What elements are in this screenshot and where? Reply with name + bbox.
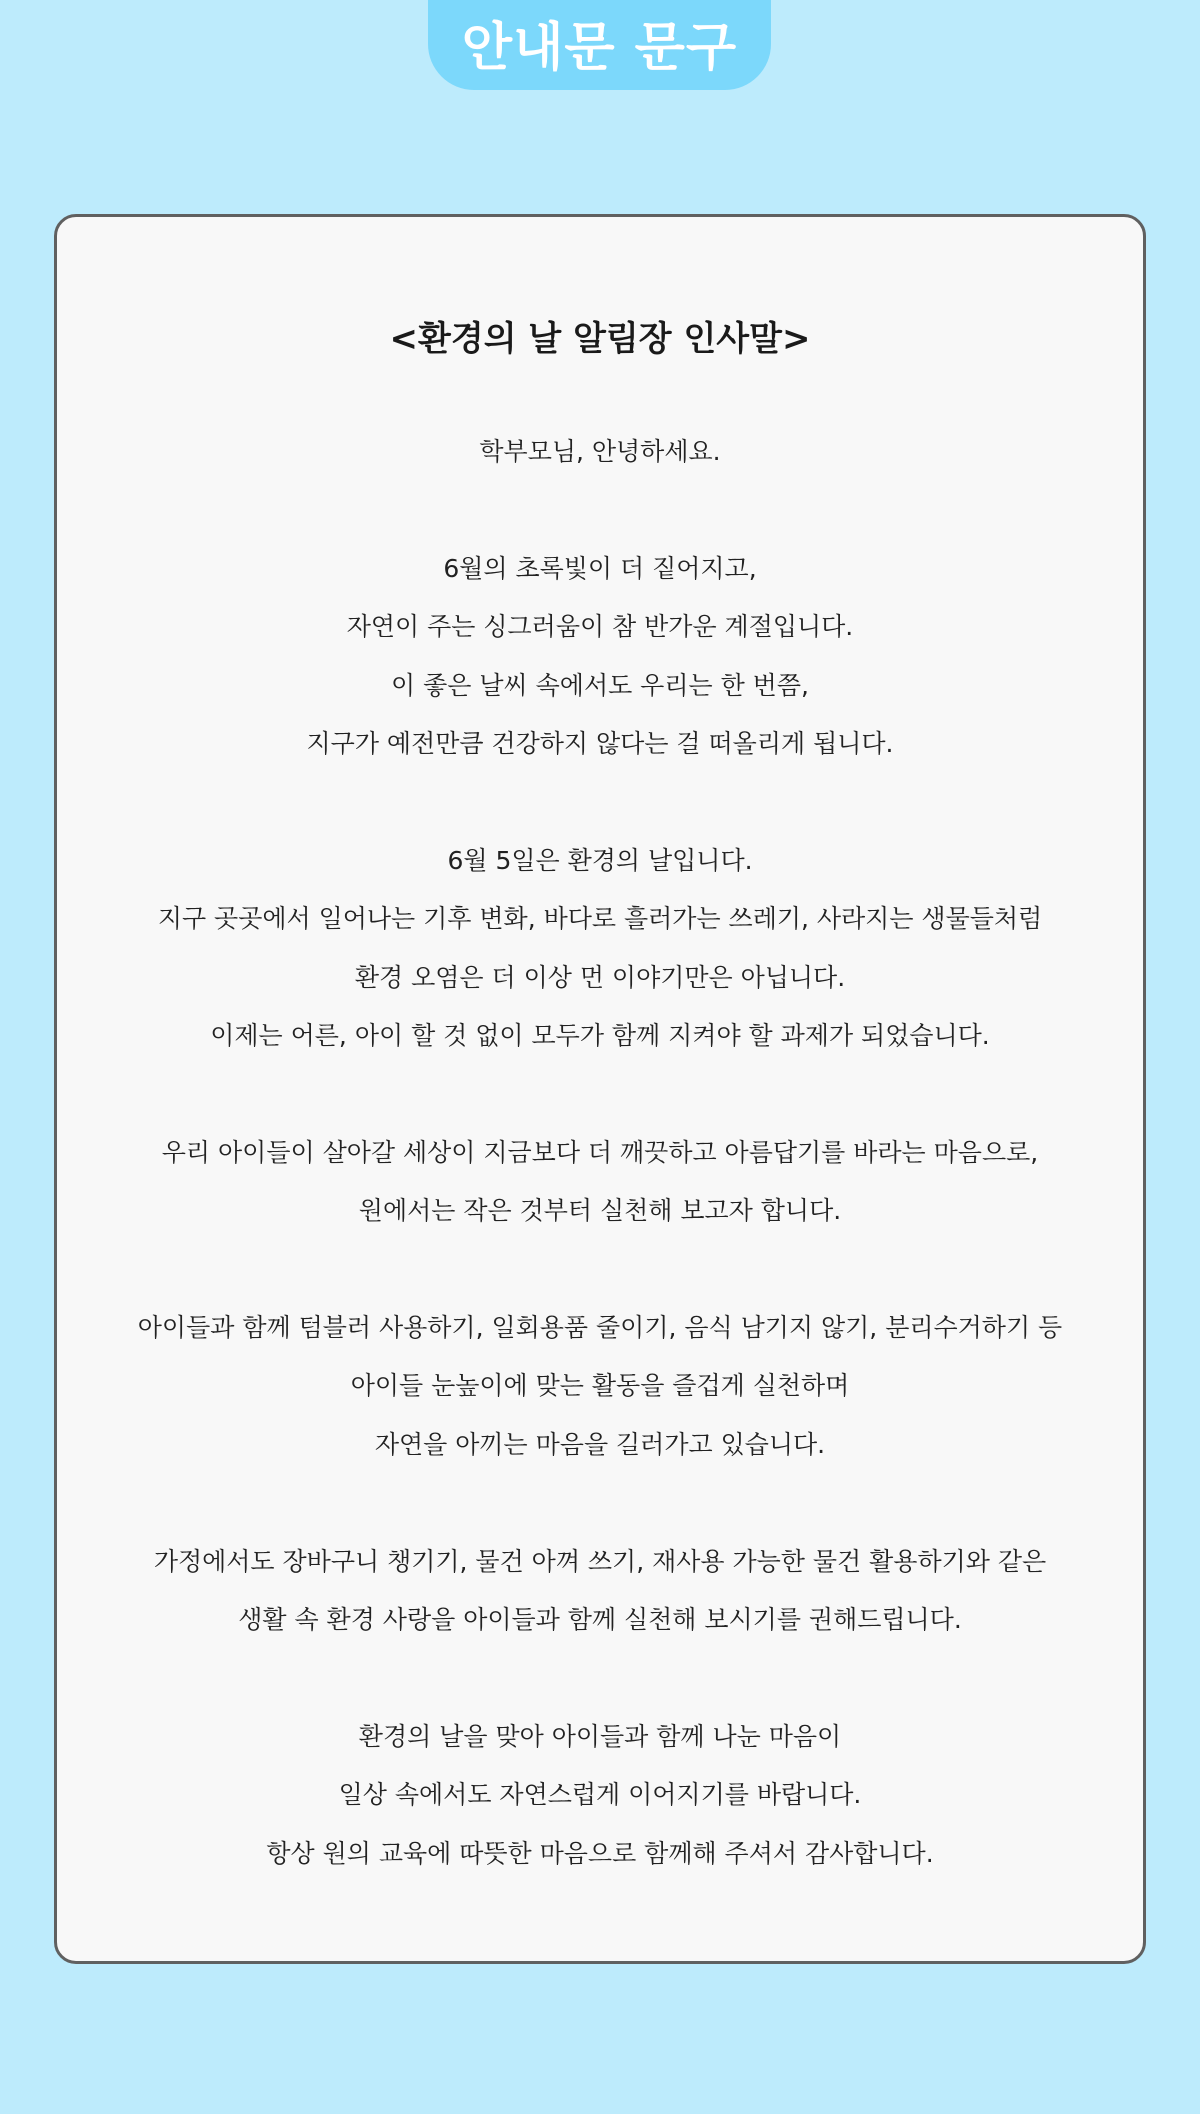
text-line: 우리 아이들이 살아갈 세상이 지금보다 더 깨끗하고 아름답기를 바라는 마음으로, <box>161 1137 1039 1167</box>
text-line: 환경의 날을 맞아 아이들과 함께 나눈 마음이 <box>358 1721 842 1751</box>
text-line: 일상 속에서도 자연스럽게 이어지기를 바랍니다. <box>338 1780 862 1810</box>
text-line: 자연을 아끼는 마음을 길러가고 있습니다. <box>374 1429 826 1459</box>
paragraph-season <box>57 540 1143 774</box>
paragraph-greeting <box>57 423 1143 481</box>
text-line: 이제는 어른, 아이 할 것 없이 모두가 함께 지켜야 할 과제가 되었습니다. <box>210 1021 990 1051</box>
text-line: 생활 속 환경 사랑을 아이들과 함께 실천해 보시기를 권해드립니다. <box>238 1605 962 1635</box>
paragraph-environment-day <box>57 832 1143 1066</box>
paragraph-activities <box>57 1299 1143 1474</box>
notice-title: <환경의 날 알림장 인사말> <box>389 319 811 359</box>
text-line: 지구 곳곳에서 일어나는 기후 변화, 바다로 흘러가는 쓰레기, 사라지는 생물들처럼 <box>157 904 1043 934</box>
text-line: 자연이 주는 싱그러움이 참 반가운 계절입니다. <box>346 612 854 642</box>
text-line: 아이들 눈높이에 맞는 활동을 즐겁게 실천하며 <box>350 1371 850 1401</box>
text-line: 6월 5일은 환경의 날입니다. <box>447 845 753 875</box>
paragraph-closing <box>57 1708 1143 1883</box>
header-badge-label: 안내문 문구 <box>461 17 738 78</box>
text-line: 아이들과 함께 텀블러 사용하기, 일회용품 줄이기, 음식 남기지 않기, 분리수거하기 등 <box>137 1313 1063 1343</box>
text-line: 항상 원의 교육에 따뜻한 마음으로 함께해 주셔서 감사합니다. <box>266 1838 934 1868</box>
text-line: 환경 오염은 더 이상 먼 이야기만은 아닙니다. <box>354 962 846 992</box>
text-line: 원에서는 작은 것부터 실천해 보고자 합니다. <box>358 1196 842 1226</box>
header-badge <box>428 0 771 90</box>
notice-card <box>54 214 1146 1964</box>
paragraph-practice <box>57 1124 1143 1241</box>
paragraph-home <box>57 1533 1143 1650</box>
text-line: 지구가 예전만큼 건강하지 않다는 걸 떠올리게 됩니다. <box>306 729 894 759</box>
text-line: 6월의 초록빛이 더 짙어지고, <box>443 553 757 583</box>
text-line: 이 좋은 날씨 속에서도 우리는 한 번쯤, <box>391 670 809 700</box>
notice-body <box>57 423 1143 1883</box>
text-line: 학부모님, 안녕하세요. <box>479 437 721 466</box>
text-line: 가정에서도 장바구니 챙기기, 물건 아껴 쓰기, 재사용 가능한 물건 활용하기와 같은 <box>153 1546 1047 1576</box>
